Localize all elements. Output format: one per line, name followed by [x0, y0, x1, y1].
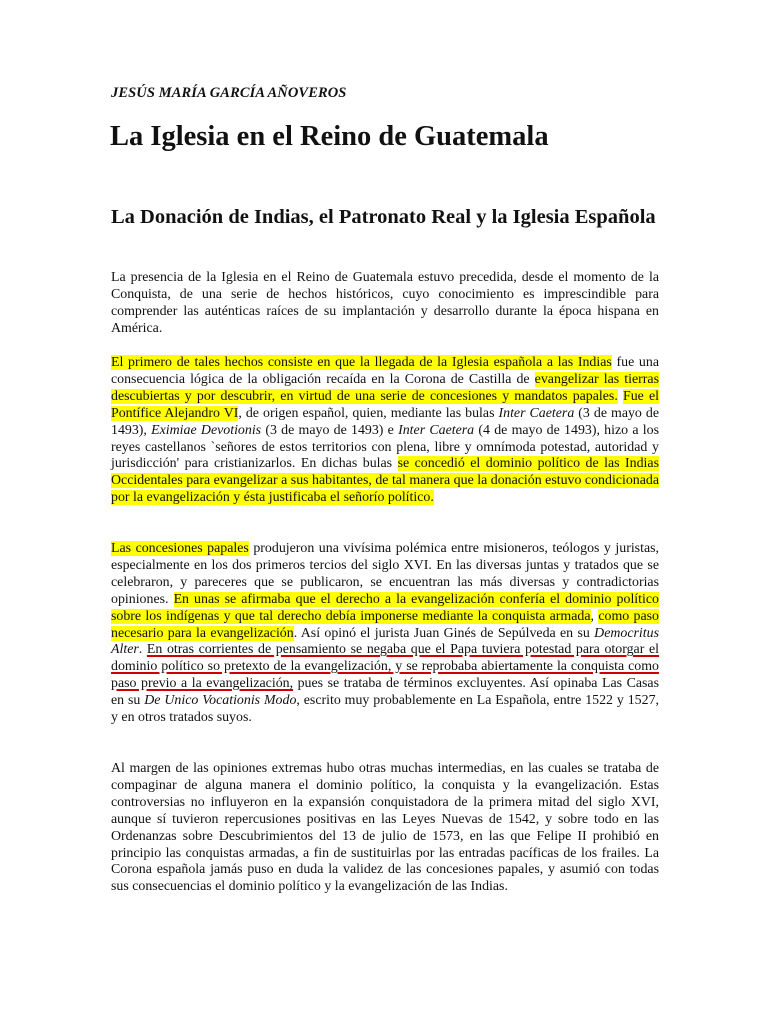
- highlighted-text: En unas se afirmaba que el derecho a la evangelización confería el dominio político sobre los indígenas y que tal derecho debía imponerse mediante la conquista armada: [111, 591, 659, 624]
- paragraph-3: Las concesiones papales produjeron una vivísima polémica entre misioneros, teólogos y juristas, especialmente en los dos primeros tercios del siglo XVI. En las diversas juntas y tratados que se celebraron, y pareceres que se publicaron, se encuentran las más diversas y contradictorias opiniones. En unas se afirmaba que el derecho a la evangelización confería el dominio político sobre los indígenas y que tal derecho debía imponerse mediante la conquista armada, como paso necesario para la evangelización. Así opinó el jurista Juan Ginés de Sepúlveda en su Democritus Alter. En otras corrientes de pensamiento se negaba que el Papa tuviera potestad para otorgar el dominio político so pretexto de la evangelización, y se reprobaba abiertamente la conquista como paso previo a la evangelización, pues se trataba de términos excluyentes. Así opinaba Las Casas en su De Unico Vocationis Modo, escrito muy probablemente en La Española, entre 1522 y 1527, y en otros tratados suyos.: [111, 541, 659, 726]
- author-name: JESÚS MARÍA GARCÍA AÑOVEROS: [111, 85, 347, 101]
- highlighted-text: Fue el Pontífice Alejandro VI: [111, 388, 659, 421]
- paragraph-1: La presencia de la Iglesia en el Reino de Guatemala estuvo precedida, desde el momento de la Conquista, de una serie de hechos históricos, cuyo conocimiento es imprescindible para comprender las auténticas raíces de su implantación y desarrollo durante la época hispana en América.: [111, 270, 659, 336]
- paragraph-2: El primero de tales hechos consiste en que la llegada de la Iglesia española a las Indias fue una consecuencia lógica de la obligación recaída en la Corona de Castilla de evangelizar las tierras descubiertas y por descubrir, en virtud de una serie de concesiones y mandatos papales. Fue el Pontífice Alejandro VI, de origen español, quien, mediante las bulas Inter Caetera (3 de mayo de 1493), Eximiae Devotionis (3 de mayo de 1493) e Inter Caetera (4 de mayo de 1493), hizo a los reyes castellanos `señores de estos territorios con plena, libre y omnímoda potestad, autoridad y jurisdicción' para cristianizarlos. En dichas bulas se concedió el dominio político de las Indias Occidentales para evangelizar a sus habitantes, de tal manera que la donación estuvo condicionada por la evangelización y ésta justificaba el señorío político.: [111, 355, 660, 506]
- highlighted-text: evangelizar las tierras descubiertas y por descubrir, en virtud de una serie de concesiones y mandatos papales.: [111, 371, 660, 404]
- underlined-text: En otras corrientes de pensamiento se negaba que el Papa tuviera potestad para otorgar el dominio político so pretexto de la evangelización, y se reprobaba abiertamente la conquista como paso previo a la evangelización,: [111, 642, 659, 692]
- highlighted-text: El primero de tales hechos consiste en que la llegada de la Iglesia española a las Indias: [111, 355, 612, 370]
- highlighted-text: se concedió el dominio político de las Indias Occidentales para evangelizar a sus habitantes, de tal manera que la donación estuvo condicionada por la evangelización y ésta justificaba el señorío político.: [111, 456, 659, 506]
- section-title-text: La Donación de Indias, el Patronato Real y la Iglesia Española: [111, 206, 656, 228]
- highlighted-text: como paso necesario para la evangelización: [111, 608, 659, 641]
- document-title: La Iglesia en el Reino de Guatemala: [110, 121, 549, 152]
- highlighted-text: Las concesiones papales: [111, 541, 249, 556]
- section-title: [111, 204, 659, 231]
- paragraph-4: Al margen de las opiniones extremas hubo otras muchas intermedias, en las cuales se trataba de compaginar de alguna manera el dominio político, la conquista y la evangelización. Estas controversias no influyeron en la expansión conquistadora de la primera mitad del siglo XVI, aunque sí tuvieron repercusiones positivas en las Leyes Nuevas de 1542, y sobre todo en las Ordenanzas sobre Descubrimientos del 13 de julio de 1573, en las que Felipe II prohibió en principio las conquistas armadas, a fin de sustituirlas por las entradas pacíficas de los frailes. La Corona española jamás puso en duda la validez de las concesiones papales, y asumió con todas sus consecuencias el dominio político y la evangelización de las Indias.: [111, 761, 659, 895]
